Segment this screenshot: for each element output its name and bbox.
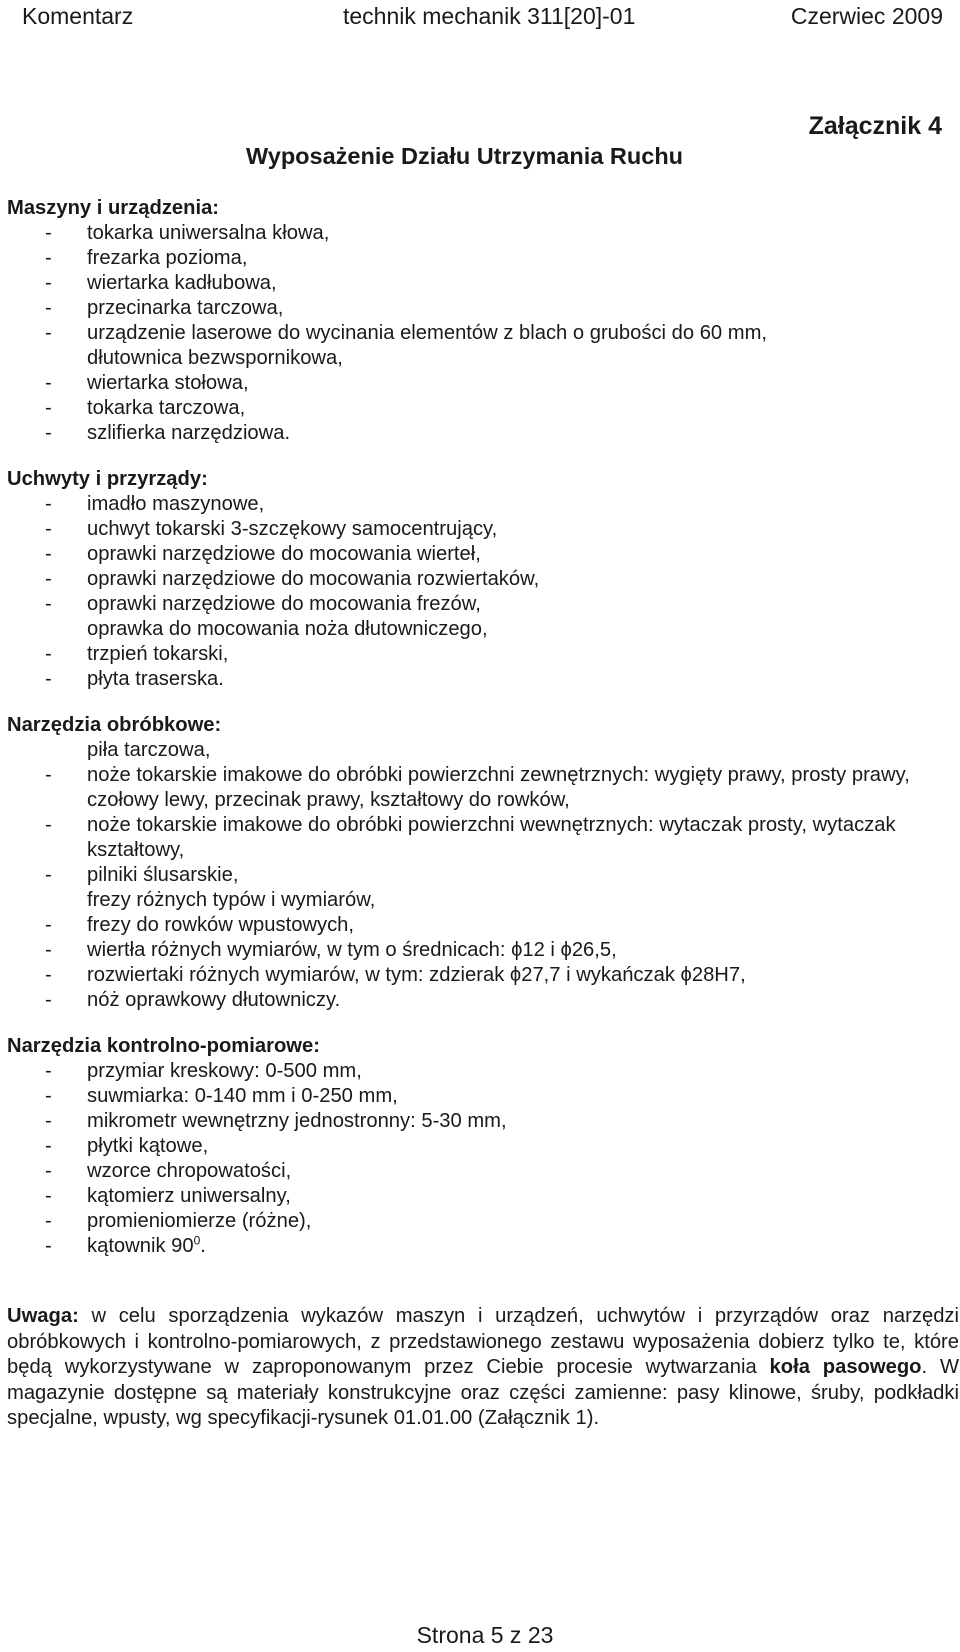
list-item	[7, 1184, 952, 1209]
list-item	[7, 567, 952, 592]
list-item-text: mikrometr wewnętrzny jednostronny: 5-30 mm,	[87, 1110, 507, 1132]
section	[7, 1034, 952, 1259]
list-item-text: pilniki ślusarskie,	[87, 864, 239, 886]
list-item	[7, 913, 952, 938]
list-item-text: rozwiertaki różnych wymiarów, w tym: zdzierak ϕ27,7 i wykańczak ϕ28H7,	[87, 964, 746, 986]
section	[7, 196, 952, 446]
list-item-text: wiertarka stołowa,	[87, 372, 249, 394]
list-item-text: nóż oprawkowy dłutowniczy.	[87, 989, 341, 1011]
page-title: Wyposażenie Działu Utrzymania Ruchu	[246, 143, 684, 169]
bullet-dash: -	[45, 568, 52, 590]
list-item-text: suwmiarka: 0-140 mm i 0-250 mm,	[87, 1085, 398, 1107]
annex-label: Załącznik 4	[808, 112, 942, 140]
list-item	[7, 396, 952, 421]
bullet-dash: -	[45, 372, 52, 394]
list-item-text: oprawka do mocowania noża dłutowniczego,	[87, 618, 488, 640]
list-item-text: wiertarka kadłubowa,	[87, 272, 277, 294]
bullet-dash: -	[45, 864, 52, 886]
note-text-1: w celu sporządzenia wykazów maszyn i urządzeń, uchwytów i przyrządów oraz narzędzi obróbkowych i kontrolno-pomiarowych, z przedstawionego zestawu wyposażenia dobierz tylko te, które będą wykorzystywane w zaproponowanym przez Ciebie procesie wytwarzania	[7, 1305, 959, 1378]
header-left: Komentarz	[22, 3, 134, 29]
list-item-text: tokarka uniwersalna kłowa,	[87, 222, 330, 244]
list-item-text: noże tokarskie imakowe do obróbki powierzchni wewnętrznych: wytaczak prosty, wytaczak kształtowy,	[87, 814, 896, 861]
section-heading: Narzędzia obróbkowe:	[7, 714, 222, 736]
section-heading: Maszyny i urządzenia:	[7, 197, 220, 219]
list-item	[7, 1134, 952, 1159]
list-item	[7, 888, 952, 913]
list-item-suffix: .	[200, 1235, 206, 1257]
bullet-dash: -	[45, 814, 52, 836]
list-item-text: urządzenie laserowe do wycinania elementów z blach o grubości do 60 mm,	[87, 322, 768, 344]
list-item	[7, 1209, 952, 1234]
list-item	[7, 963, 952, 988]
page-header	[0, 0, 960, 34]
list-item	[7, 542, 952, 567]
bullet-dash: -	[45, 397, 52, 419]
bullet-dash: -	[45, 297, 52, 319]
list-item-text: dłutownica bezwspornikowa,	[87, 347, 343, 369]
list-item-text: trzpień tokarski,	[87, 643, 229, 665]
section-heading: Uchwyty i przyrządy:	[7, 468, 208, 490]
list-item-text: szlifierka narzędziowa.	[87, 422, 291, 444]
bullet-dash: -	[45, 668, 52, 690]
list-item	[7, 988, 952, 1013]
bullet-dash: -	[45, 543, 52, 565]
list-item-text: oprawki narzędziowe do mocowania wierteł,	[87, 543, 481, 565]
superscript: 0	[193, 1233, 201, 1248]
bullet-dash: -	[45, 593, 52, 615]
list-item-text: uchwyt tokarski 3-szczękowy samocentrujący,	[87, 518, 498, 540]
bullet-dash: -	[45, 422, 52, 444]
list-item-text: kątownik 90	[87, 1235, 194, 1257]
list-item	[7, 1084, 952, 1109]
bullet-dash: -	[45, 964, 52, 986]
equipment-lists	[7, 196, 952, 1280]
list-item	[7, 1059, 952, 1084]
list-item	[7, 642, 952, 667]
list-item	[7, 246, 952, 271]
header-right: Czerwiec 2009	[790, 3, 943, 29]
note-label: Uwaga:	[7, 1305, 79, 1327]
bullet-dash: -	[45, 914, 52, 936]
list-item-text: frezy do rowków wpustowych,	[87, 914, 355, 936]
list-item-text: promieniomierze (różne),	[87, 1210, 312, 1232]
list-item-text: imadło maszynowe,	[87, 493, 265, 515]
section-heading: Narzędzia kontrolno-pomiarowe:	[7, 1035, 320, 1057]
list-item	[7, 421, 952, 446]
bullet-dash: -	[45, 1235, 52, 1257]
bullet-dash: -	[45, 1135, 52, 1157]
bullet-dash: -	[45, 272, 52, 294]
list-item	[7, 1159, 952, 1184]
note-text-2: . W magazynie dostępne są materiały konstrukcyjne oraz części zamienne: pasy klinowe, śruby, podkładki specjalne, wpusty, wg specyfikacji-rysunek 01.01.00 (Załącznik 1).	[7, 1356, 959, 1429]
bullet-dash: -	[45, 939, 52, 961]
list-item-text: frezy różnych typów i wymiarów,	[87, 889, 376, 911]
list-item	[7, 321, 952, 346]
list-item-text: płytki kątowe,	[87, 1135, 209, 1157]
list-item-text: piła tarczowa,	[87, 739, 211, 761]
bullet-dash: -	[45, 493, 52, 515]
list-item	[7, 296, 952, 321]
bullet-dash: -	[45, 643, 52, 665]
list-item	[7, 863, 952, 888]
bullet-dash: -	[45, 989, 52, 1011]
bullet-dash: -	[45, 1210, 52, 1232]
bullet-dash: -	[45, 1160, 52, 1182]
list-item-text: przecinarka tarczowa,	[87, 297, 284, 319]
bullet-dash: -	[45, 1085, 52, 1107]
list-item	[7, 271, 952, 296]
section	[7, 713, 952, 1013]
note-bold-text: koła pasowego	[769, 1356, 922, 1378]
list-item-text: płyta traserska.	[87, 668, 224, 690]
list-item	[7, 346, 952, 371]
bullet-dash: -	[45, 247, 52, 269]
section	[7, 467, 952, 692]
list-item	[7, 1109, 952, 1134]
bullet-dash: -	[45, 322, 52, 344]
list-item	[7, 617, 952, 642]
list-item	[7, 667, 952, 692]
list-item-text: frezarka pozioma,	[87, 247, 248, 269]
note-paragraph	[7, 1304, 959, 1432]
bullet-dash: -	[45, 222, 52, 244]
bullet-dash: -	[45, 1060, 52, 1082]
bullet-dash: -	[45, 518, 52, 540]
list-item	[7, 371, 952, 396]
list-item	[7, 938, 952, 963]
bullet-dash: -	[45, 1185, 52, 1207]
list-item-text: wzorce chropowatości,	[87, 1160, 292, 1182]
header-center: technik mechanik 311[20]-01	[343, 3, 636, 29]
list-item	[7, 221, 952, 246]
list-item-text: tokarka tarczowa,	[87, 397, 246, 419]
list-item	[7, 517, 952, 542]
page-number: Strona 5 z 23	[416, 1622, 554, 1648]
list-item	[7, 738, 952, 763]
bullet-dash: -	[45, 1110, 52, 1132]
list-item	[7, 592, 952, 617]
list-item-text: oprawki narzędziowe do mocowania frezów,	[87, 593, 481, 615]
page-footer	[0, 1622, 960, 1649]
list-item	[7, 492, 952, 517]
list-item	[7, 763, 952, 813]
list-item-text: wiertła różnych wymiarów, w tym o średnicach: ϕ12 i ϕ26,5,	[87, 939, 617, 961]
list-item	[7, 813, 952, 863]
list-item-text: noże tokarskie imakowe do obróbki powierzchni zewnętrznych: wygięty prawy, prosty prawy, czołowy lewy, przecinak prawy, kształtowy do rowków,	[87, 764, 910, 811]
list-item-text: przymiar kreskowy: 0-500 mm,	[87, 1060, 362, 1082]
list-item-text: oprawki narzędziowe do mocowania rozwiertaków,	[87, 568, 540, 590]
bullet-dash: -	[45, 764, 52, 786]
list-item-text: kątomierz uniwersalny,	[87, 1185, 291, 1207]
list-item	[7, 1234, 952, 1259]
